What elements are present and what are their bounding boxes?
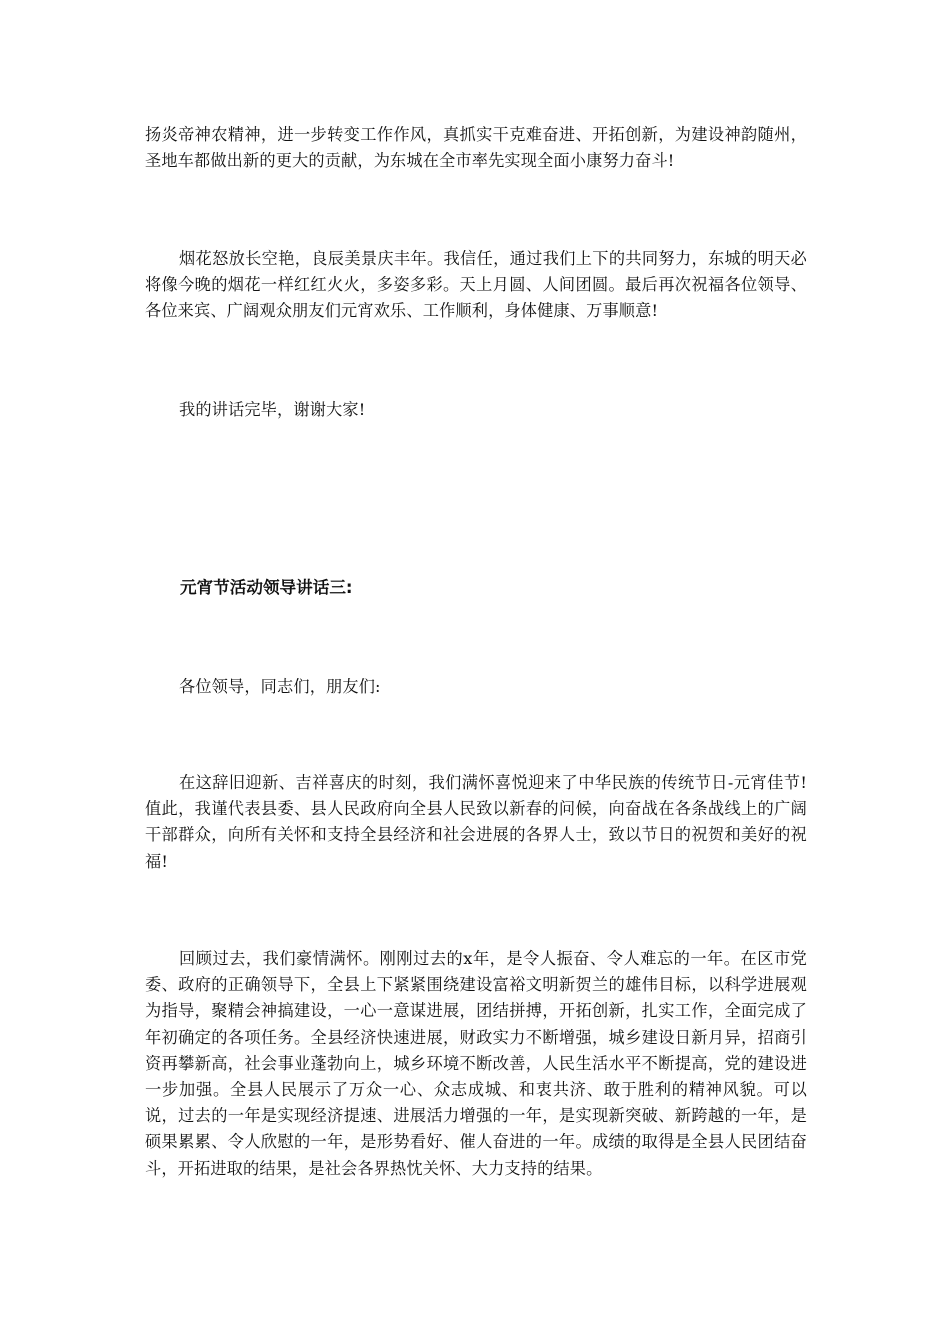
paragraph-fireworks-blessing: 烟花怒放长空艳，良辰美景庆丰年。我信任，通过我们上下的共同努力，东城的明天必将像今晚的烟花一样红红火火，多姿多彩。天上月圆、人间团圆。最后再次祝福各位领导、各位来宾、广阔观众朋友们元宵欢乐、工作顺利，身体健康、万事顺意! xyxy=(145,249,807,321)
paragraph-continuation: 扬炎帝神农精神，进一步转变工作作风，真抓实干克难奋进、开拓创新，为建设神韵随州，圣地车都做出新的更大的贡献，为东城在全市率先实现全面小康努力奋斗! xyxy=(145,125,807,171)
paragraph-festival-greeting: 在这辞旧迎新、吉祥喜庆的时刻，我们满怀喜悦迎来了中华民族的传统节日-元宵佳节!值此，我谨代表县委、县人民政府向全县人民致以新春的问候，向奋战在各条战线上的广阔干部群众，向所有关怀和支持全县经济和社会进展的各界人士，致以节日的祝贺和美好的祝福! xyxy=(145,773,807,871)
paragraph-review-past-year: 回顾过去，我们豪情满怀。刚刚过去的x年，是令人振奋、令人难忘的一年。在区市党委、政府的正确领导下，全县上下紧紧围绕建设富裕文明新贺兰的雄伟目标，以科学进展观为指导，聚精会神搞建设，一心一意谋进展，团结拼搏，开拓创新，扎实工作，全面完成了年初确定的各项任务。全县经济快速进展，财政实力不断增强，城乡建设日新月异，招商引资再攀新高，社会事业蓬勃向上，城乡环境不断改善，人民生活水平不断提高，党的建设进一步加强。全县人民展示了万众一心、众志成城、和衷共济、敢于胜利的精神风貌。可以说，过去的一年是实现经济提速、进展活力增强的一年，是实现新突破、新跨越的一年，是硕果累累、令人欣慰的一年，是形势看好、催人奋进的一年。成绩的取得是全县人民团结奋斗，开拓进取的结果，是社会各界热忱关怀、大力支持的结果。 xyxy=(145,949,807,1178)
section-heading: 元宵节活动领导讲话三: xyxy=(180,578,353,597)
paragraph-closing-thanks: 我的讲话完毕，谢谢大家! xyxy=(179,400,366,419)
paragraph-salutation: 各位领导，同志们，朋友们: xyxy=(179,677,381,696)
